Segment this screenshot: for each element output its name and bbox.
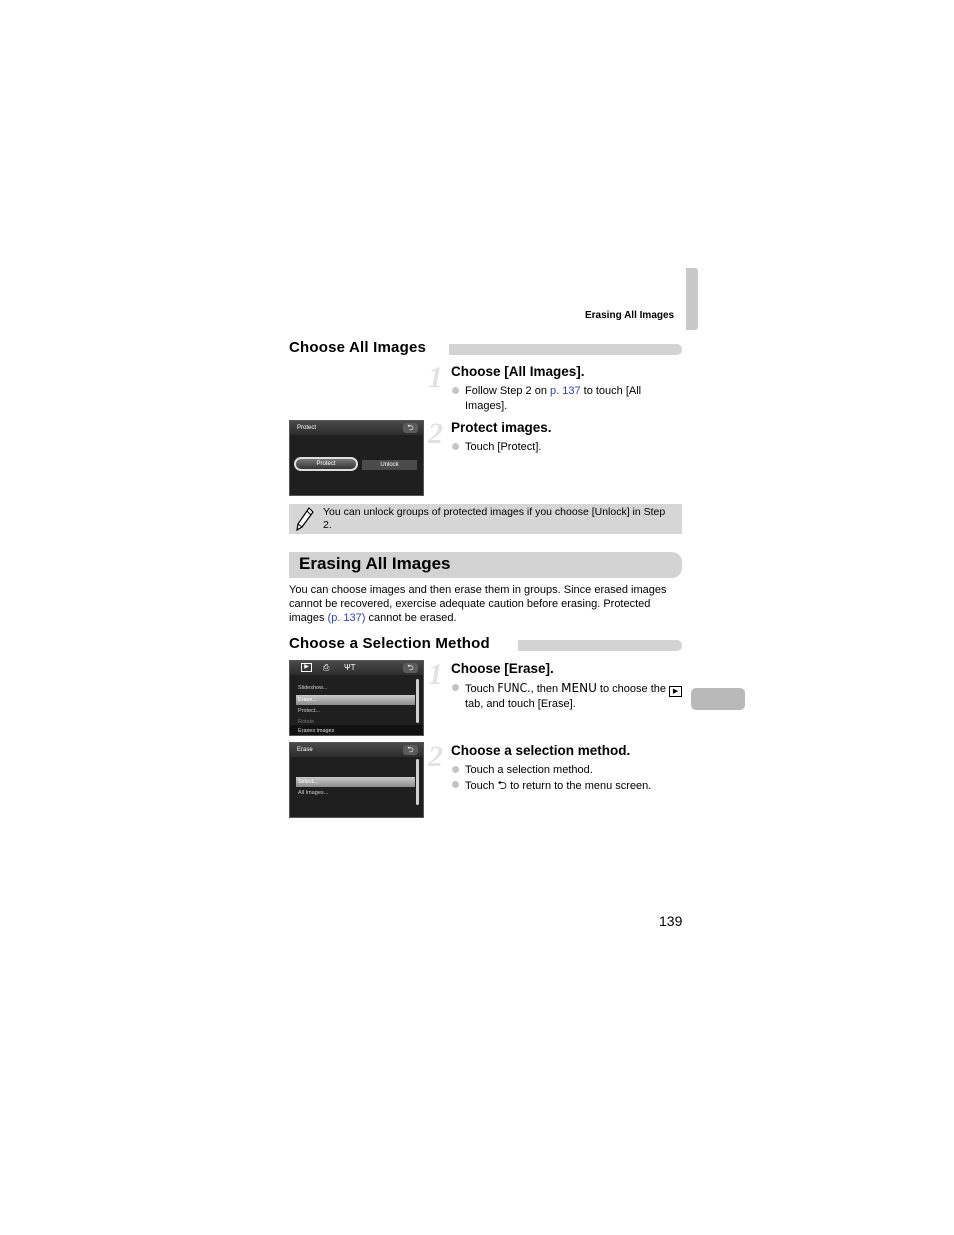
section-bar [518, 640, 682, 651]
menu-item-selected: Erase... [296, 695, 415, 705]
menu-item-selected: Select... [296, 777, 415, 787]
playback-tab-icon: ▶ [301, 663, 312, 672]
header-tab-marker [686, 268, 698, 330]
step-number: 1 [428, 361, 443, 394]
intro-paragraph: You can choose images and then erase them in groups. Since erased images cannot be recovered, exercise adequate caution before erasing. Protected images (p. 137) cannot be erased. [289, 584, 667, 624]
screen-title: Protect [297, 425, 317, 431]
back-icon: ⮌ [403, 745, 418, 755]
step-title: Choose [All Images]. [451, 364, 585, 379]
menu-item: All Images... [298, 790, 329, 796]
playback-tab-icon: ▶ [669, 686, 682, 697]
note-text: You can unlock groups of protected images if you choose [Unlock] in Step 2. [323, 506, 666, 531]
protect-screen [289, 420, 424, 496]
protect-button: Protect [294, 457, 358, 471]
section-bar [449, 344, 682, 355]
pencil-icon [296, 507, 314, 531]
erase-screen [289, 742, 424, 818]
main-heading-bar [289, 552, 682, 578]
func-button-label: FUNC. [497, 681, 531, 695]
step-bullet: Touch [Protect]. [451, 440, 676, 455]
step-bullet: Touch ⮌ to return to the menu screen. [451, 778, 676, 794]
step-number: 2 [428, 740, 443, 773]
menu-item: Rotate [298, 719, 315, 725]
section-heading-choose-all: Choose All Images [289, 339, 427, 356]
main-heading: Erasing All Images [299, 554, 451, 573]
step-title: Choose a selection method. [451, 743, 631, 758]
step-title: Protect images. [451, 420, 552, 435]
back-icon: ⮌ [403, 663, 418, 673]
step-bullet: Touch FUNC., then MENU to choose the ▶ tab, and touch [Erase]. [451, 681, 683, 712]
menu-hint: Erases images [298, 728, 335, 734]
page-link[interactable]: (p. 137) [327, 612, 366, 624]
section-heading-selection-method: Choose a Selection Method [289, 635, 490, 652]
unlock-button: Unlock [362, 460, 417, 470]
screen-title: Erase [297, 747, 313, 753]
running-header: Erasing All Images [585, 310, 675, 321]
note-box [289, 504, 682, 534]
menu-item: Slideshow... [298, 685, 328, 691]
menu-screen [289, 660, 424, 736]
chapter-side-tab [691, 688, 745, 710]
menu-item: Protect... [298, 708, 321, 714]
step-title: Choose [Erase]. [451, 661, 554, 676]
step-bullet: Touch a selection method. [451, 763, 676, 778]
return-icon: ⮌ [497, 778, 508, 792]
back-icon: ⮌ [403, 423, 418, 433]
step-number: 1 [428, 658, 443, 691]
menu-button-label: MENU [561, 681, 597, 695]
scrollbar [416, 759, 419, 805]
scrollbar [416, 679, 419, 723]
print-tab-icon: ⎙ [323, 663, 330, 672]
step-number: 2 [428, 417, 443, 450]
page-link[interactable]: p. 137 [550, 385, 581, 397]
step-bullet: Follow Step 2 on p. 137 to touch [All Images]. [451, 384, 676, 414]
page-number: 139 [659, 913, 683, 929]
settings-tab-icon: ΨT [344, 663, 356, 672]
